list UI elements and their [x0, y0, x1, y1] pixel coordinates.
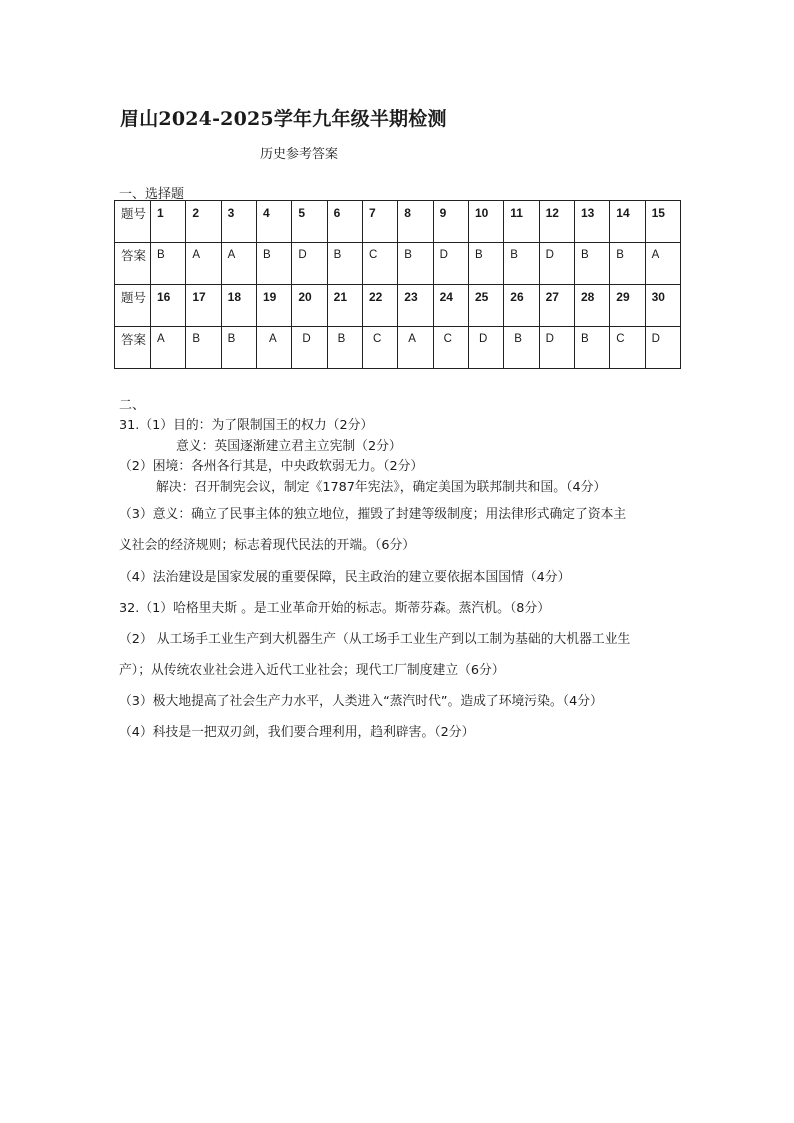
- question-number: 2: [186, 201, 221, 243]
- answer-31-3-line-1: （3）意义：确立了民事主体的独立地位，摧毁了封建等级制度；用法律形式确定了资本主: [119, 507, 627, 522]
- answer-cell: B: [327, 327, 362, 369]
- answer-cell: C: [610, 327, 645, 369]
- question-number: 15: [645, 201, 680, 243]
- answer-31-3-line-2: 义社会的经济规则；标志着现代民法的开端。（6分）: [119, 538, 416, 553]
- question-number: 16: [151, 285, 186, 327]
- table-row-answers-2: [115, 327, 681, 369]
- answer-cell: C: [362, 327, 397, 369]
- answer-cell: D: [539, 243, 574, 285]
- answer-cell: A: [151, 327, 186, 369]
- answer-32-4: （4）科技是一把双刃剑，我们要合理利用，趋利辟害。（2分）: [119, 725, 475, 740]
- row-label-question: 题号: [115, 201, 151, 243]
- section-2-heading: 二、: [119, 398, 146, 413]
- answer-cell: B: [610, 243, 645, 285]
- answer-cell: B: [256, 243, 291, 285]
- answer-31-2-solution: 解决：召开制宪会议，制定《1787年宪法》，确定美国为联邦制共和国。（4分）: [156, 480, 607, 495]
- answer-cell: C: [433, 327, 468, 369]
- table-row-numbers-2: [115, 285, 681, 327]
- row-label-question: 题号: [115, 285, 151, 327]
- question-number: 6: [327, 201, 362, 243]
- question-number: 19: [256, 285, 291, 327]
- question-number: 10: [468, 201, 503, 243]
- answer-cell: B: [327, 243, 362, 285]
- answer-table: [114, 200, 681, 369]
- answer-cell: D: [468, 327, 503, 369]
- answer-cell: B: [574, 243, 609, 285]
- answer-cell: A: [256, 327, 291, 369]
- table-row-answers-1: [115, 243, 681, 285]
- question-number: 12: [539, 201, 574, 243]
- question-number: 23: [398, 285, 433, 327]
- page-subtitle: 历史参考答案: [260, 147, 339, 162]
- answer-cell: D: [645, 327, 680, 369]
- question-number: 13: [574, 201, 609, 243]
- question-number: 30: [645, 285, 680, 327]
- answer-31-1-significance: 意义：英国逐渐建立君主立宪制（2分）: [176, 439, 402, 454]
- question-number: 7: [362, 201, 397, 243]
- question-number: 27: [539, 285, 574, 327]
- answer-cell: D: [433, 243, 468, 285]
- question-number: 25: [468, 285, 503, 327]
- answer-cell: B: [186, 327, 221, 369]
- answer-cell: A: [186, 243, 221, 285]
- answer-cell: B: [574, 327, 609, 369]
- answer-cell: A: [221, 243, 256, 285]
- question-number: 4: [256, 201, 291, 243]
- page-title: 眉山2024-2025学年九年级半期检测: [120, 108, 447, 130]
- row-label-answer: 答案: [115, 243, 151, 285]
- question-number: 1: [151, 201, 186, 243]
- section-1-heading: 一、选择题: [119, 187, 185, 202]
- question-number: 24: [433, 285, 468, 327]
- question-number: 18: [221, 285, 256, 327]
- answer-cell: A: [398, 327, 433, 369]
- question-number: 9: [433, 201, 468, 243]
- answer-cell: D: [292, 243, 327, 285]
- question-number: 22: [362, 285, 397, 327]
- question-number: 3: [221, 201, 256, 243]
- question-number: 20: [292, 285, 327, 327]
- answer-31-2-dilemma: （2）困境：各州各行其是，中央政软弱无力。（2分）: [119, 459, 424, 474]
- question-number: 28: [574, 285, 609, 327]
- answer-cell: D: [292, 327, 327, 369]
- answer-cell: B: [221, 327, 256, 369]
- answer-32-3: （3）极大地提高了社会生产力水平，人类进入“蒸汽时代”。造成了环境污染。（4分）: [119, 694, 603, 709]
- answer-cell: D: [539, 327, 574, 369]
- answer-32-2-line-2: 产）；从传统农业社会进入近代工业社会；现代工厂制度建立（6分）: [119, 663, 505, 678]
- question-number: 5: [292, 201, 327, 243]
- answer-cell: A: [645, 243, 680, 285]
- answer-31-1-purpose: 31.（1）目的：为了限制国王的权力（2分）: [119, 418, 374, 433]
- question-number: 29: [610, 285, 645, 327]
- answer-cell: C: [362, 243, 397, 285]
- answer-31-4: （4）法治建设是国家发展的重要保障，民主政治的建立要依据本国国情（4分）: [119, 570, 571, 585]
- question-number: 11: [504, 201, 539, 243]
- answer-cell: B: [504, 327, 539, 369]
- answer-cell: B: [151, 243, 186, 285]
- row-label-answer: 答案: [115, 327, 151, 369]
- answer-cell: B: [504, 243, 539, 285]
- answer-cell: B: [398, 243, 433, 285]
- answer-cell: B: [468, 243, 503, 285]
- question-number: 17: [186, 285, 221, 327]
- table-row-numbers-1: [115, 201, 681, 243]
- question-number: 26: [504, 285, 539, 327]
- answer-32-2-line-1: （2） 从工场手工业生产到大机器生产（从工场手工业生产到以工制为基础的大机器工业生: [119, 632, 631, 647]
- question-number: 8: [398, 201, 433, 243]
- answer-32-1: 32.（1）哈格里夫斯 。是工业革命开始的标志。斯蒂芬森。蒸汽机。（8分）: [119, 601, 551, 616]
- question-number: 21: [327, 285, 362, 327]
- question-number: 14: [610, 201, 645, 243]
